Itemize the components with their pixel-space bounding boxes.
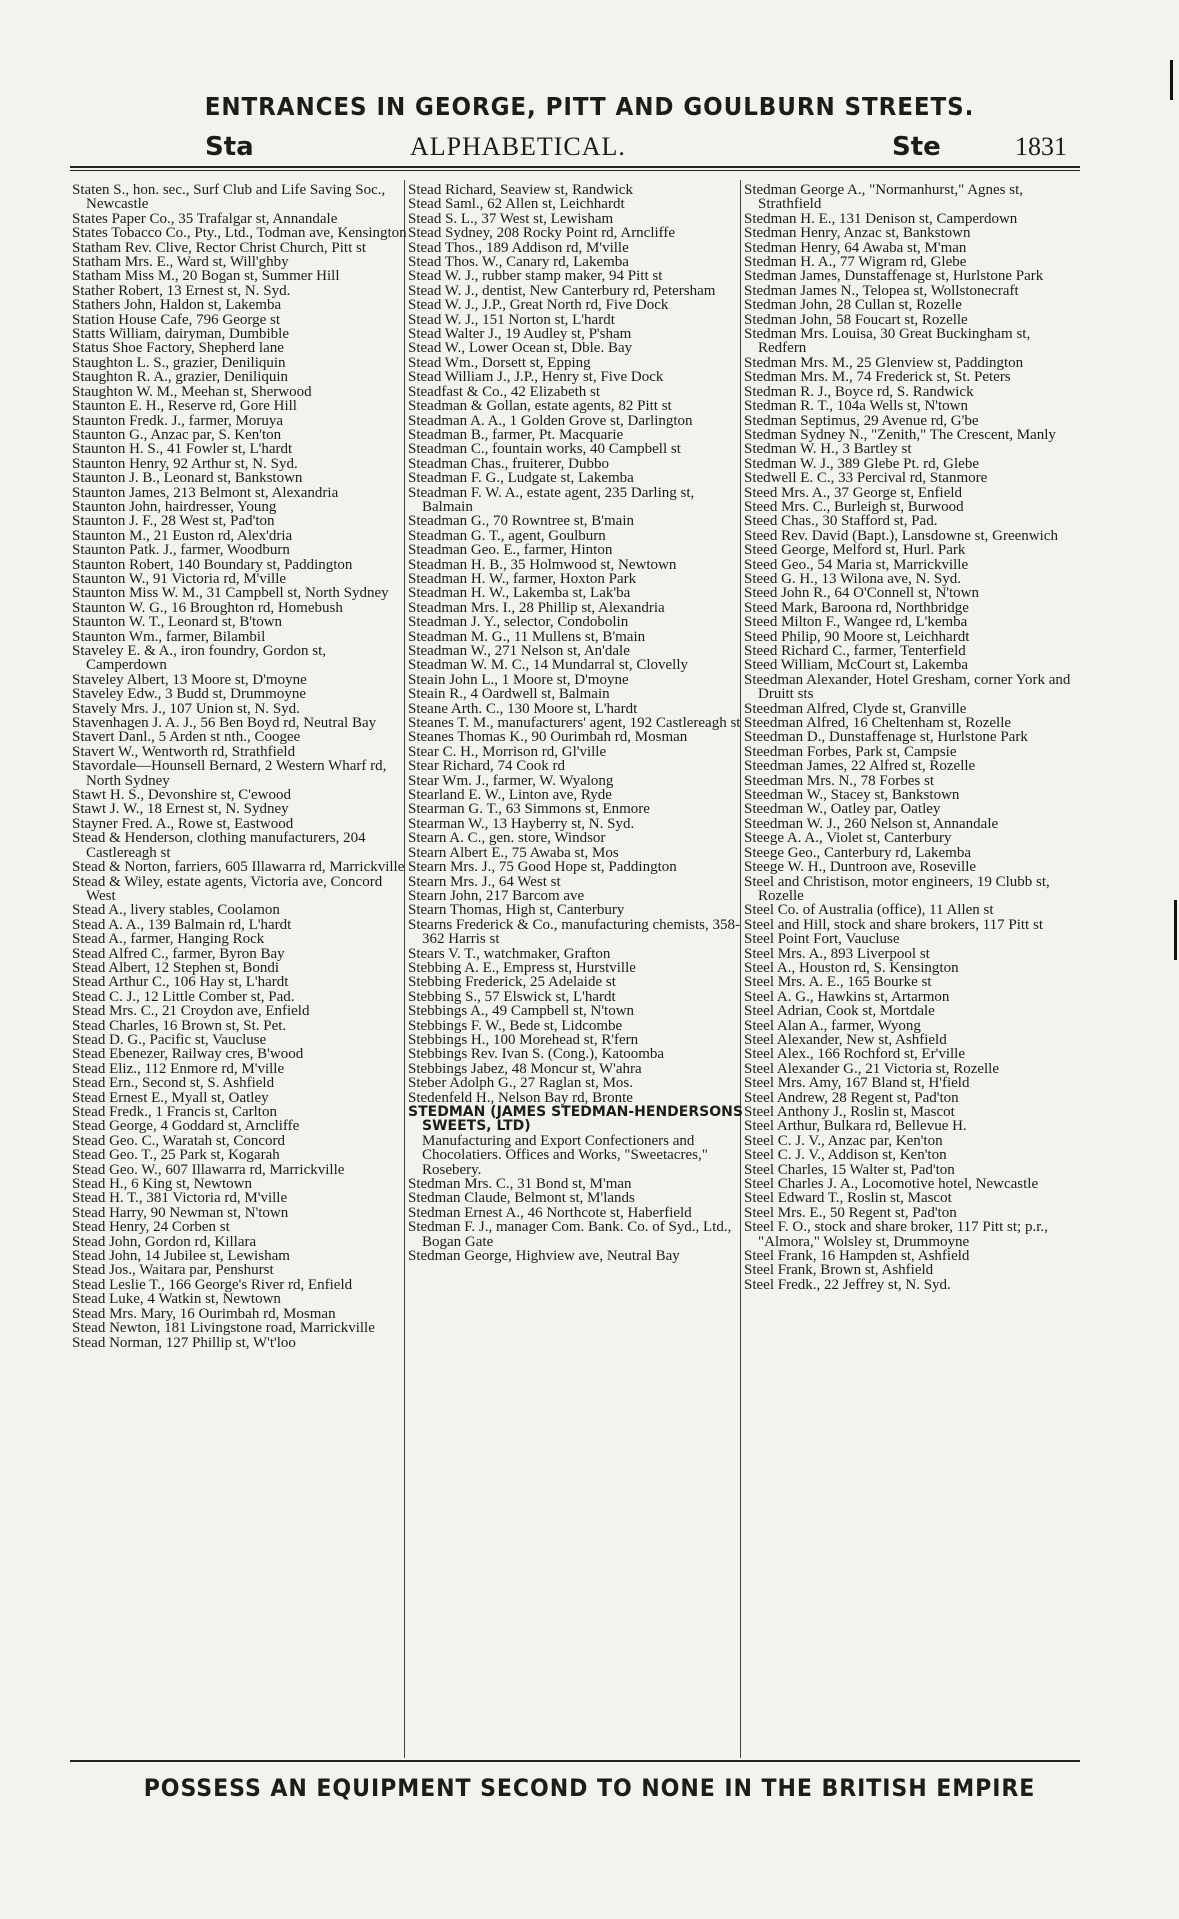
directory-entry: Steadman & Gollan, estate agents, 82 Pitt st bbox=[408, 398, 672, 415]
directory-entry: Stead Leslie T., 166 George's River rd, Enfield bbox=[72, 1276, 353, 1293]
directory-entry: Steel A. G., Hawkins st, Artarmon bbox=[744, 988, 950, 1005]
directory-entry: Staveley E. & A., iron foundry, Gordon st, Camperdown bbox=[72, 643, 326, 674]
directory-entry: Steel Alexander G., 21 Victoria st, Rozelle bbox=[744, 1060, 1000, 1077]
directory-entry: Stedman H. E., 131 Denison st, Camperdown bbox=[744, 210, 1018, 227]
directory-entry: Stedman George A., "Normanhurst," Agnes st, Strathfield bbox=[744, 183, 1024, 213]
directory-entry: Steain John L., 1 Moore st, D'moyne bbox=[408, 671, 629, 688]
directory-entry: Stead Charles, 16 Brown st, St. Pet. bbox=[72, 1017, 287, 1034]
directory-entry: Staunton G., Anzac par, S. Ken'ton bbox=[72, 426, 282, 443]
directory-entry: Steel C. J. V., Anzac par, Ken'ton bbox=[744, 1132, 943, 1149]
directory-entry: Staunton Fredk. J., farmer, Moruya bbox=[72, 412, 284, 429]
directory-entry: Stedman Henry, Anzac st, Bankstown bbox=[744, 225, 971, 242]
directory-entry: Steel and Christison, motor engineers, 19 Clubb st, Rozelle bbox=[744, 873, 1050, 904]
directory-entry: Stearn Mrs. J., 75 Good Hope st, Paddington bbox=[408, 859, 677, 876]
directory-entry: Stearland E. W., Linton ave, Ryde bbox=[408, 787, 612, 804]
directory-entry: Stebbing S., 57 Elswick st, L'hardt bbox=[408, 988, 616, 1005]
directory-entry: Stead Henry, 24 Corben st bbox=[72, 1219, 230, 1236]
directory-entry: Steadman C., fountain works, 40 Campbell st bbox=[408, 441, 681, 458]
directory-entry: Stead Ebenezer, Railway cres, B'wood bbox=[72, 1046, 304, 1063]
directory-entry: Statham Rev. Clive, Rector Christ Church, Pitt st bbox=[72, 239, 367, 256]
directory-entry: Stead W. J., dentist, New Canterbury rd, Petersham bbox=[408, 282, 716, 299]
directory-entry: Stearman G. T., 63 Simmons st, Enmore bbox=[408, 801, 650, 818]
directory-entry: Steane Arth. C., 130 Moore st, L'hardt bbox=[408, 700, 638, 717]
directory-entry: Steadman H. B., 35 Holmwood st, Newtown bbox=[408, 556, 677, 573]
directory-entry: Steanes T. M., manufacturers' agent, 192 Castlereagh st bbox=[408, 715, 741, 732]
directory-entry: Stedman R. T., 104a Wells st, N'town bbox=[744, 398, 968, 415]
directory-entry: Stead John, Gordon rd, Killara bbox=[72, 1233, 257, 1250]
directory-entry: Steel Adrian, Cook st, Mortdale bbox=[744, 1003, 935, 1020]
directory-entry: Steadman G. T., agent, Goulburn bbox=[408, 527, 606, 544]
directory-entry: Steed Philip, 90 Moore st, Leichhardt bbox=[744, 628, 970, 645]
directory-entry: Steain R., 4 Oardwell st, Balmain bbox=[408, 686, 610, 703]
page-footer: POSSESS AN EQUIPMENT SECOND TO NONE IN THE BRITISH EMPIRE bbox=[143, 1774, 1036, 1802]
directory-entry: Station House Cafe, 796 George st bbox=[72, 311, 281, 328]
directory-entry: Stead Richard, Seaview st, Randwick bbox=[408, 183, 633, 198]
directory-entry: Stedman James N., Telopea st, Wollstonecraft bbox=[744, 282, 1019, 299]
directory-entry: Steel Charles J. A., Locomotive hotel, Newcastle bbox=[744, 1176, 1039, 1193]
directory-entry: Steel and Hill, stock and share brokers, 117 Pitt st bbox=[744, 916, 1043, 933]
directory-entry: Steadman H. W., farmer, Hoxton Park bbox=[408, 570, 637, 587]
directory-entry: Steanes Thomas K., 90 Ourimbah rd, Mosman bbox=[408, 729, 688, 746]
directory-entry: Stearn Mrs. J., 64 West st bbox=[408, 873, 561, 890]
directory-entry: Staunton John, hairdresser, Young bbox=[72, 498, 277, 515]
directory-entry: Steel Andrew, 28 Regent st, Pad'ton bbox=[744, 1089, 959, 1106]
directory-entry: Stead Thos. W., Canary rd, Lakemba bbox=[408, 254, 629, 271]
directory-entry: Stead Arthur C., 106 Hay st, L'hardt bbox=[72, 974, 289, 991]
directory-entry: Steadman F. G., Ludgate st, Lakemba bbox=[408, 470, 634, 487]
directory-entry: Stead Ern., Second st, S. Ashfield bbox=[72, 1075, 275, 1092]
directory-entry: Stead George, 4 Goddard st, Arncliffe bbox=[72, 1118, 300, 1135]
directory-entry: Stead Walter J., 19 Audley st, P'sham bbox=[408, 326, 632, 343]
directory-entry: Staughton R. A., grazier, Deniliquin bbox=[72, 369, 289, 386]
directory-entry: Statts William, dairyman, Dumbible bbox=[72, 326, 290, 343]
directory-entry: Stedman James, Dunstaffenage st, Hurlstone Park bbox=[744, 268, 1044, 285]
directory-entry: Steedman Mrs. N., 78 Forbes st bbox=[744, 772, 934, 789]
directory-entry: Stebbing Frederick, 25 Adelaide st bbox=[408, 974, 616, 991]
directory-entry: States Paper Co., 35 Trafalgar st, Annandale bbox=[72, 210, 338, 227]
directory-entry: Stedman W. H., 3 Bartley st bbox=[744, 441, 912, 458]
footer-rule bbox=[70, 1760, 1080, 1762]
directory-entry: Stead A. A., 139 Balmain rd, L'hardt bbox=[72, 916, 292, 933]
directory-entry: Steege W. H., Duntroon ave, Roseville bbox=[744, 859, 977, 876]
directory-entry: Stead Mrs. Mary, 16 Ourimbah rd, Mosman bbox=[72, 1305, 336, 1322]
directory-entry: Staveley Edw., 3 Budd st, Drummoyne bbox=[72, 686, 307, 703]
directory-entry: Stead & Henderson, clothing manufacturers, 204 Castlereagh st bbox=[72, 830, 366, 861]
directory-entry: Status Shoe Factory, Shepherd lane bbox=[72, 340, 284, 357]
directory-entry: Stedman George, Highview ave, Neutral Bay bbox=[408, 1248, 680, 1265]
directory-entry: Stavely Mrs. J., 107 Union st, N. Syd. bbox=[72, 700, 300, 717]
header-right-key: Ste bbox=[892, 132, 941, 162]
directory-entry: Steel Alex., 166 Rochford st, Er'ville bbox=[744, 1046, 966, 1063]
directory-entry: Staughton W. M., Meehan st, Sherwood bbox=[72, 383, 312, 400]
directory-entry: Staunton H. S., 41 Fowler st, L'hardt bbox=[72, 441, 293, 458]
directory-entry: Steedman Alfred, Clyde st, Granville bbox=[744, 700, 967, 717]
directory-entry: Stear Richard, 74 Cook rd bbox=[408, 758, 566, 775]
directory-entry: Steel Mrs. A., 893 Liverpool st bbox=[744, 945, 930, 962]
directory-entry: Stead W. J., 151 Norton st, L'hardt bbox=[408, 311, 615, 328]
directory-entry: Stebbings A., 49 Campbell st, N'town bbox=[408, 1003, 635, 1020]
directory-entry: Steel A., Houston rd, S. Kensington bbox=[744, 959, 959, 976]
directory-entry: Staunton J. B., Leonard st, Bankstown bbox=[72, 470, 303, 487]
directory-entry: Staunton E. H., Reserve rd, Gore Hill bbox=[72, 398, 297, 415]
directory-entry: Steel Charles, 15 Walter st, Pad'ton bbox=[744, 1161, 955, 1178]
directory-entry: Staunton W. T., Leonard st, B'town bbox=[72, 614, 283, 631]
directory-entry: Stead Alfred C., farmer, Byron Bay bbox=[72, 945, 285, 962]
directory-entry: Steel Mrs. Amy, 167 Bland st, H'field bbox=[744, 1075, 970, 1092]
directory-entry: Stedman Mrs. M., 25 Glenview st, Paddington bbox=[744, 354, 1024, 371]
directory-entry: Staten S., hon. sec., Surf Club and Life Saving Soc., Newcastle bbox=[72, 183, 386, 213]
directory-entry: Steel Mrs. A. E., 165 Bourke st bbox=[744, 974, 932, 991]
directory-column-1 bbox=[72, 183, 407, 1753]
scan-edge-mark bbox=[1174, 900, 1177, 960]
directory-entry: Statham Miss M., 20 Bogan st, Summer Hill bbox=[72, 268, 340, 285]
directory-entry: Stead S. L., 37 West st, Lewisham bbox=[408, 210, 614, 227]
directory-entry: Stebbings Jabez, 48 Moncur st, W'ahra bbox=[408, 1060, 642, 1077]
header-rule-thin bbox=[70, 170, 1080, 171]
directory-entry: Stead D. G., Pacific st, Vaucluse bbox=[72, 1031, 267, 1048]
directory-entry: Stearn Albert E., 75 Awaba st, Mos bbox=[408, 844, 619, 861]
directory-entry: Stebbing A. E., Empress st, Hurstville bbox=[408, 959, 636, 976]
directory-entry: Steed Mrs. C., Burleigh st, Burwood bbox=[744, 498, 964, 515]
directory-entry: Stedman Mrs. C., 31 Bond st, M'man bbox=[408, 1176, 632, 1193]
directory-entry: Steed Mrs. A., 37 George st, Enfield bbox=[744, 484, 963, 501]
directory-entry: Steedman W. J., 260 Nelson st, Annandale bbox=[744, 815, 999, 832]
directory-entry: Stearn A. C., gen. store, Windsor bbox=[408, 830, 606, 847]
directory-entry: Steel Edward T., Roslin st, Mascot bbox=[744, 1190, 952, 1207]
directory-entry: Steel F. O., stock and share broker, 117 Pitt st; p.r., "Almora," Wolsley st, Drummoyne bbox=[744, 1219, 1048, 1250]
directory-entry: Stead C. J., 12 Little Comber st, Pad. bbox=[72, 988, 295, 1005]
directory-entry: Staunton W. G., 16 Broughton rd, Homebush bbox=[72, 599, 343, 616]
directory-entry: Staunton Wm., farmer, Bilambil bbox=[72, 628, 266, 645]
directory-entry: Steed Richard C., farmer, Tenterfield bbox=[744, 643, 966, 659]
directory-entry: Manufacturing and Export Confectioners and Chocolatiers. Offices and Works, "Sweetacres," Rosebery. bbox=[422, 1132, 708, 1178]
directory-entry: Stead Eliz., 112 Enmore rd, M'ville bbox=[72, 1060, 285, 1077]
directory-entry: States Tobacco Co., Pty., Ltd., Todman ave, Kensington bbox=[72, 225, 407, 242]
directory-entry: Stead H. T., 381 Victoria rd, M'ville bbox=[72, 1190, 288, 1207]
directory-entry: Steadman W., 271 Nelson st, An'dale bbox=[408, 643, 630, 659]
directory-entry: Stearn Thomas, High st, Canterbury bbox=[408, 902, 625, 919]
directory-entry: Steadman F. W. A., estate agent, 235 Darling st, Balmain bbox=[408, 484, 695, 515]
directory-entry: Staunton Henry, 92 Arthur st, N. Syd. bbox=[72, 455, 298, 472]
directory-entry: Steed Rev. David (Bapt.), Lansdowne st, Greenwich bbox=[744, 527, 1058, 544]
directory-entry: Stead Thos., 189 Addison rd, M'ville bbox=[408, 239, 629, 256]
directory-entry: Stebbings H., 100 Morehead st, R'fern bbox=[408, 1031, 639, 1048]
directory-entry: Stearn John, 217 Barcom ave bbox=[408, 887, 585, 904]
directory-entry: Stead & Norton, farriers, 605 Illawarra rd, Marrickville bbox=[72, 859, 405, 876]
directory-column-2 bbox=[408, 183, 743, 1753]
directory-entry: Stedman Henry, 64 Awaba st, M'man bbox=[744, 239, 967, 256]
directory-entry: Stearman W., 13 Hayberry st, N. Syd. bbox=[408, 815, 635, 832]
directory-entry: Stedman Mrs. M., 74 Frederick st, St. Peters bbox=[744, 369, 1011, 386]
directory-entry: Steed Chas., 30 Stafford st, Pad. bbox=[744, 513, 938, 530]
directory-entry: Stedman Sydney N., "Zenith," The Crescent, Manly bbox=[744, 426, 1056, 443]
directory-entry: Stavordale—Hounsell Bernard, 2 Western Wharf rd, North Sydney bbox=[72, 758, 387, 789]
directory-entry: Stedman Mrs. Louisa, 30 Great Buckingham st, Redfern bbox=[744, 326, 1031, 357]
directory-entry: Steel Fredk., 22 Jeffrey st, N. Syd. bbox=[744, 1276, 951, 1293]
directory-entry: Stathers John, Haldon st, Lakemba bbox=[72, 297, 282, 314]
directory-entry: Stather Robert, 13 Ernest st, N. Syd. bbox=[72, 282, 291, 299]
directory-entry: Stavert Danl., 5 Arden st nth., Coogee bbox=[72, 729, 301, 746]
directory-entry: Staunton Patk. J., farmer, Woodburn bbox=[72, 542, 290, 559]
directory-entry: Stearns Frederick & Co., manufacturing chemists, 358-362 Harris st bbox=[408, 916, 741, 948]
directory-entry: Stear Wm. J., farmer, W. Wyalong bbox=[408, 772, 614, 789]
directory-entry: Stavert W., Wentworth rd, Strathfield bbox=[72, 743, 296, 760]
directory-entry: Stedman Claude, Belmont st, M'lands bbox=[408, 1190, 635, 1207]
directory-entry: Stead Ernest E., Myall st, Oatley bbox=[72, 1089, 269, 1106]
directory-entry: Stead William J., J.P., Henry st, Five Dock bbox=[408, 369, 664, 386]
directory-entry: Stead Wm., Dorsett st, Epping bbox=[408, 354, 591, 371]
directory-entry: Stead W., Lower Ocean st, Dble. Bay bbox=[408, 340, 633, 357]
directory-entry: Steel Mrs. E., 50 Regent st, Pad'ton bbox=[744, 1204, 957, 1221]
page-banner: ENTRANCES IN GEORGE, PITT AND GOULBURN STREETS. bbox=[204, 92, 975, 121]
directory-entry: Stebbings F. W., Bede st, Lidcombe bbox=[408, 1017, 623, 1034]
directory-entry: STEDMAN (JAMES STEDMAN-HENDERSONS SWEETS, LTD) bbox=[408, 1104, 743, 1135]
directory-entry: Steed Milton F., Wangee rd, L'kemba bbox=[744, 614, 968, 631]
directory-entry: Staunton M., 21 Euston rd, Alex'dria bbox=[72, 527, 293, 544]
directory-entry: Steel Point Fort, Vaucluse bbox=[744, 931, 900, 948]
directory-entry: Stead Newton, 181 Livingstone road, Marrickville bbox=[72, 1320, 375, 1337]
directory-entry: Stawt H. S., Devonshire st, C'ewood bbox=[72, 787, 291, 804]
directory-entry: Stedman H. A., 77 Wigram rd, Glebe bbox=[744, 254, 967, 271]
directory-entry: Steadman Chas., fruiterer, Dubbo bbox=[408, 455, 610, 472]
directory-entry: Stead Fredk., 1 Francis st, Carlton bbox=[72, 1104, 277, 1120]
directory-entry: Steed John R., 64 O'Connell st, N'town bbox=[744, 585, 979, 602]
directory-entry: Steedman D., Dunstaffenage st, Hurlstone Park bbox=[744, 729, 1028, 746]
header-left-key: Sta bbox=[205, 132, 254, 162]
directory-entry: Steege A. A., Violet st, Canterbury bbox=[744, 830, 952, 847]
directory-column-3 bbox=[744, 183, 1079, 1753]
directory-entry: Stedman John, 58 Foucart st, Rozelle bbox=[744, 311, 968, 328]
header-rule bbox=[70, 166, 1080, 168]
directory-entry: Staveley Albert, 13 Moore st, D'moyne bbox=[72, 671, 307, 688]
directory-entry: Staunton James, 213 Belmont st, Alexandria bbox=[72, 484, 339, 501]
directory-entry: Steed G. H., 13 Wilona ave, N. Syd. bbox=[744, 570, 962, 587]
directory-entry: Stear C. H., Morrison rd, Gl'ville bbox=[408, 743, 607, 760]
directory-entry: Stead A., livery stables, Coolamon bbox=[72, 902, 280, 919]
directory-entry: Steedman Alfred, 16 Cheltenham st, Rozelle bbox=[744, 715, 1012, 732]
scan-edge-mark bbox=[1170, 60, 1173, 100]
directory-entry: Steel Frank, 16 Hampden st, Ashfield bbox=[744, 1248, 970, 1265]
directory-entry: Stedwell E. C., 33 Percival rd, Stanmore bbox=[744, 470, 988, 487]
directory-entry: Steel Alan A., farmer, Wyong bbox=[744, 1017, 921, 1034]
directory-entry: Stead W. J., J.P., Great North rd, Five Dock bbox=[408, 297, 669, 314]
directory-entry: Stead A., farmer, Hanging Rock bbox=[72, 931, 265, 948]
directory-entry: Steel Co. of Australia (office), 11 Allen st bbox=[744, 902, 994, 919]
directory-entry: Steel Alexander, New st, Ashfield bbox=[744, 1031, 947, 1048]
directory-entry: Stead Mrs. C., 21 Croydon ave, Enfield bbox=[72, 1003, 310, 1020]
directory-entry: Steadman W. M. C., 14 Mundarral st, Clovelly bbox=[408, 657, 688, 674]
directory-entry: Staunton J. F., 28 West st, Pad'ton bbox=[72, 513, 275, 530]
directory-entry: Stead Geo. C., Waratah st, Concord bbox=[72, 1132, 286, 1149]
directory-entry: Steedman Forbes, Park st, Campsie bbox=[744, 743, 957, 760]
directory-entry: Stead John, 14 Jubilee st, Lewisham bbox=[72, 1248, 290, 1265]
directory-entry: Steadman M. G., 11 Mullens st, B'main bbox=[408, 628, 646, 645]
directory-entry: Stead Albert, 12 Stephen st, Bondi bbox=[72, 959, 280, 976]
directory-entry: Statham Mrs. E., Ward st, Will'ghby bbox=[72, 254, 289, 271]
directory-entry: Steed George, Melford st, Hurl. Park bbox=[744, 542, 966, 559]
directory-entry: Steadman B., farmer, Pt. Macquarie bbox=[408, 426, 624, 443]
directory-entry: Steadman J. Y., selector, Condobolin bbox=[408, 614, 629, 631]
directory-entry: Steege Geo., Canterbury rd, Lakemba bbox=[744, 844, 971, 861]
directory-entry: Stedman Ernest A., 46 Northcote st, Haberfield bbox=[408, 1204, 692, 1221]
directory-entry: Stead W. J., rubber stamp maker, 94 Pitt st bbox=[408, 268, 663, 285]
directory-entry: Steadfast & Co., 42 Elizabeth st bbox=[408, 383, 601, 400]
header-title: ALPHABETICAL. bbox=[410, 132, 626, 161]
directory-entry: Stead Norman, 127 Phillip st, W't'loo bbox=[72, 1334, 296, 1351]
directory-entry: Stead Sydney, 208 Rocky Point rd, Arncliffe bbox=[408, 225, 676, 242]
directory-entry: Steadman Geo. E., farmer, Hinton bbox=[408, 542, 613, 559]
directory-entry: Stavenhagen J. A. J., 56 Ben Boyd rd, Neutral Bay bbox=[72, 715, 377, 732]
directory-entry: Stebbings Rev. Ivan S. (Cong.), Katoomba bbox=[408, 1046, 665, 1063]
directory-entry: Steadman A. A., 1 Golden Grove st, Darlington bbox=[408, 412, 693, 429]
directory-entry: Steber Adolph G., 27 Raglan st, Mos. bbox=[408, 1075, 633, 1092]
directory-entry: Stead H., 6 King st, Newtown bbox=[72, 1176, 252, 1193]
directory-entry: Stead Geo. W., 607 Illawarra rd, Marrickville bbox=[72, 1161, 345, 1178]
directory-entry: Stedman W. J., 389 Glebe Pt. rd, Glebe bbox=[744, 455, 979, 472]
directory-entry: Stead Saml., 62 Allen st, Leichhardt bbox=[408, 196, 625, 213]
directory-entry: Stedman R. J., Boyce rd, S. Randwick bbox=[744, 383, 974, 400]
directory-entry: Steed Mark, Baroona rd, Northbridge bbox=[744, 599, 969, 616]
directory-entry: Staunton Miss W. M., 31 Campbell st, North Sydney bbox=[72, 585, 389, 602]
directory-entry: Stears V. T., watchmaker, Grafton bbox=[408, 945, 611, 962]
directory-entry: Stead Luke, 4 Watkin st, Newtown bbox=[72, 1291, 281, 1308]
directory-entry: Staughton L. S., grazier, Deniliquin bbox=[72, 354, 286, 371]
directory-entry: Steel Anthony J., Roslin st, Mascot bbox=[744, 1104, 955, 1120]
directory-entry: Steedman Alexander, Hotel Gresham, corner York and Druitt sts bbox=[744, 671, 1071, 703]
directory-entry: Stead Jos., Waitara par, Penshurst bbox=[72, 1262, 274, 1279]
directory-entry: Stayner Fred. A., Rowe st, Eastwood bbox=[72, 815, 294, 832]
directory-entry: Steedman W., Oatley par, Oatley bbox=[744, 801, 941, 818]
directory-entry: Steedman W., Stacey st, Bankstown bbox=[744, 787, 960, 804]
directory-entry: Stedman Septimus, 29 Avenue rd, G'be bbox=[744, 412, 979, 429]
directory-entry: Stead & Wiley, estate agents, Victoria ave, Concord West bbox=[72, 873, 383, 904]
directory-entry: Steadman Mrs. I., 28 Phillip st, Alexandria bbox=[408, 599, 665, 616]
directory-entry: Steel Frank, Brown st, Ashfield bbox=[744, 1262, 934, 1279]
directory-entry: Steed William, McCourt st, Lakemba bbox=[744, 657, 969, 674]
directory-entry: Steedman James, 22 Alfred st, Rozelle bbox=[744, 758, 976, 775]
directory-entry: Staunton Robert, 140 Boundary st, Paddington bbox=[72, 556, 353, 573]
directory-entry: Steel C. J. V., Addison st, Ken'ton bbox=[744, 1147, 947, 1164]
directory-entry: Stedman John, 28 Cullan st, Rozelle bbox=[744, 297, 962, 314]
page-number: 1831 bbox=[1015, 132, 1067, 161]
directory-entry: Stawt J. W., 18 Ernest st, N. Sydney bbox=[72, 801, 289, 818]
directory-entry: Steed Geo., 54 Maria st, Marrickville bbox=[744, 556, 969, 573]
directory-entry: Stead Geo. T., 25 Park st, Kogarah bbox=[72, 1147, 280, 1164]
directory-entry: Stead Harry, 90 Newman st, N'town bbox=[72, 1204, 289, 1221]
page-header bbox=[70, 132, 1080, 164]
directory-entry: Steadman H. W., Lakemba st, Lak'ba bbox=[408, 585, 631, 602]
directory-entry: Staunton W., 91 Victoria rd, M'ville bbox=[72, 570, 287, 587]
directory-entry: Steadman G., 70 Rowntree st, B'main bbox=[408, 513, 635, 530]
directory-entry: Steel Arthur, Bulkara rd, Bellevue H. bbox=[744, 1118, 967, 1135]
directory-entry: Stedman F. J., manager Com. Bank. Co. of Syd., Ltd., Bogan Gate bbox=[408, 1219, 732, 1250]
directory-entry: Stedenfeld H., Nelson Bay rd, Bronte bbox=[408, 1089, 633, 1106]
